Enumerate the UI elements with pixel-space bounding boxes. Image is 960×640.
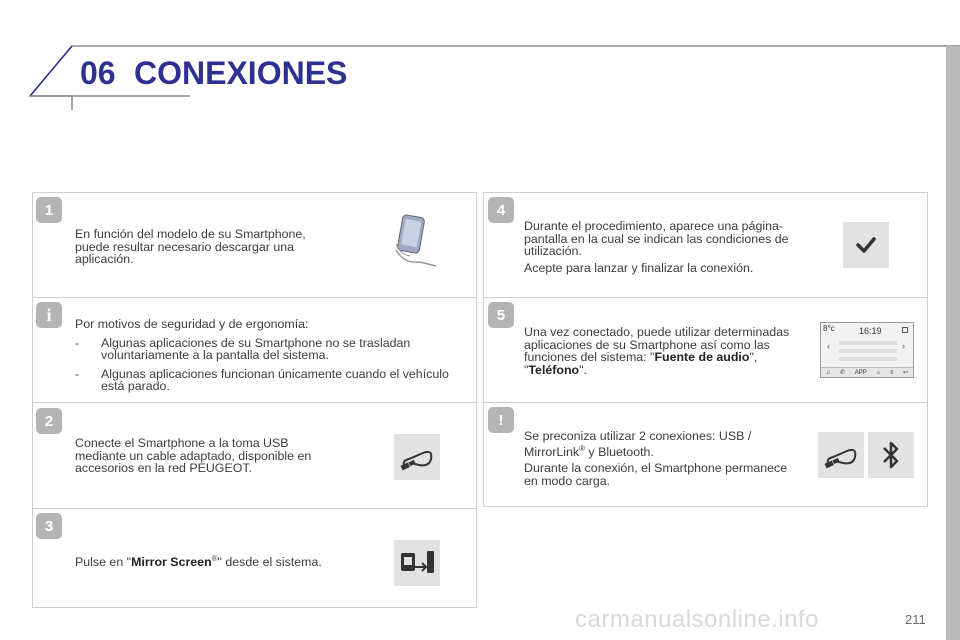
- screen-clock: 16:19: [859, 326, 882, 336]
- divider: [483, 402, 928, 403]
- chapter-number: 06: [80, 55, 116, 91]
- divider: [483, 297, 928, 298]
- phone-hand-icon: [386, 208, 446, 270]
- screen-menu-icon: [902, 327, 908, 333]
- bullet-item: - Algunas aplicaciones de su Smartphone no se trasladan voluntariamente a la pantalla del sistema.: [75, 335, 411, 362]
- page-number: 211: [905, 612, 926, 627]
- music-icon: ♫: [825, 369, 831, 376]
- mirror-screen-icon: [394, 540, 440, 586]
- step-badge-2: 2: [36, 408, 62, 434]
- step-badge-4: 4: [488, 197, 514, 223]
- checkmark-icon: [843, 222, 889, 268]
- step-4-text: Durante el procedimiento, aparece una página-pantalla en la cual se indican las condiciones de utilización. Acepte para lanzar y finalizar la conexión.: [524, 219, 789, 275]
- screen-temperature: 8°c: [823, 324, 835, 333]
- divider: [32, 508, 477, 509]
- usb-cable-icon: [818, 432, 864, 478]
- system-screen-thumbnail: [820, 322, 914, 378]
- chevron-right-icon: ›: [902, 341, 905, 351]
- step-badge-1: 1: [36, 197, 62, 223]
- home-icon: ⌂: [876, 369, 881, 376]
- chevron-left-icon: ‹: [827, 341, 830, 351]
- screen-row: [839, 357, 897, 361]
- warning-text: Se preconiza utilizar 2 conexiones: USB / MirrorLink® y Bluetooth. Durante la conexión, el Smartphone permanece en modo carga.: [524, 429, 788, 488]
- screen-app-label: APP: [854, 369, 867, 376]
- bullet-item: - Algunas aplicaciones funcionan únicamente cuando el vehículo está parado.: [75, 366, 449, 393]
- step-1-text: En función del modelo de su Smartphone, puede resultar necesario descargar una aplicación.: [75, 227, 306, 266]
- settings-icon: ≡: [889, 369, 894, 376]
- bluetooth-icon: [868, 432, 914, 478]
- screen-row: [839, 341, 897, 345]
- step-5-text: Una vez conectado, puede utilizar determinadas aplicaciones de su Smartphone así como las funciones del sistema: "Fuente de audio", "Teléfono".: [524, 325, 790, 377]
- phone-icon: ✆: [840, 370, 846, 376]
- info-text: Por motivos de seguridad y de ergonomía: - Algunas aplicaciones de su Smartphone no se trasladan voluntariamente a la pantalla del sistema. - Algunas aplicaciones funcionan únicamente cuando el vehículo está parado.: [75, 318, 467, 393]
- side-tab-bar: [946, 46, 960, 640]
- warning-badge: !: [488, 407, 514, 433]
- step-2-text: Conecte el Smartphone a la toma USB mediante un cable adaptado, disponible en accesorios en la red PEUGEOT.: [75, 436, 312, 475]
- screen-row: [839, 349, 897, 353]
- info-badge: i: [36, 302, 62, 328]
- watermark: carmanualsonline.info: [575, 606, 819, 633]
- step-badge-5: 5: [488, 302, 514, 328]
- step-badge-3: 3: [36, 513, 62, 539]
- chapter-title: CONEXIONES: [134, 55, 348, 91]
- divider: [32, 402, 477, 403]
- usb-cable-icon: [394, 434, 440, 480]
- back-icon: ↩: [903, 370, 909, 376]
- step-3-text: Pulse en "Mirror Screen®" desde el sistema.: [75, 554, 322, 570]
- divider: [32, 297, 477, 298]
- screen-nav-bar: [821, 367, 913, 377]
